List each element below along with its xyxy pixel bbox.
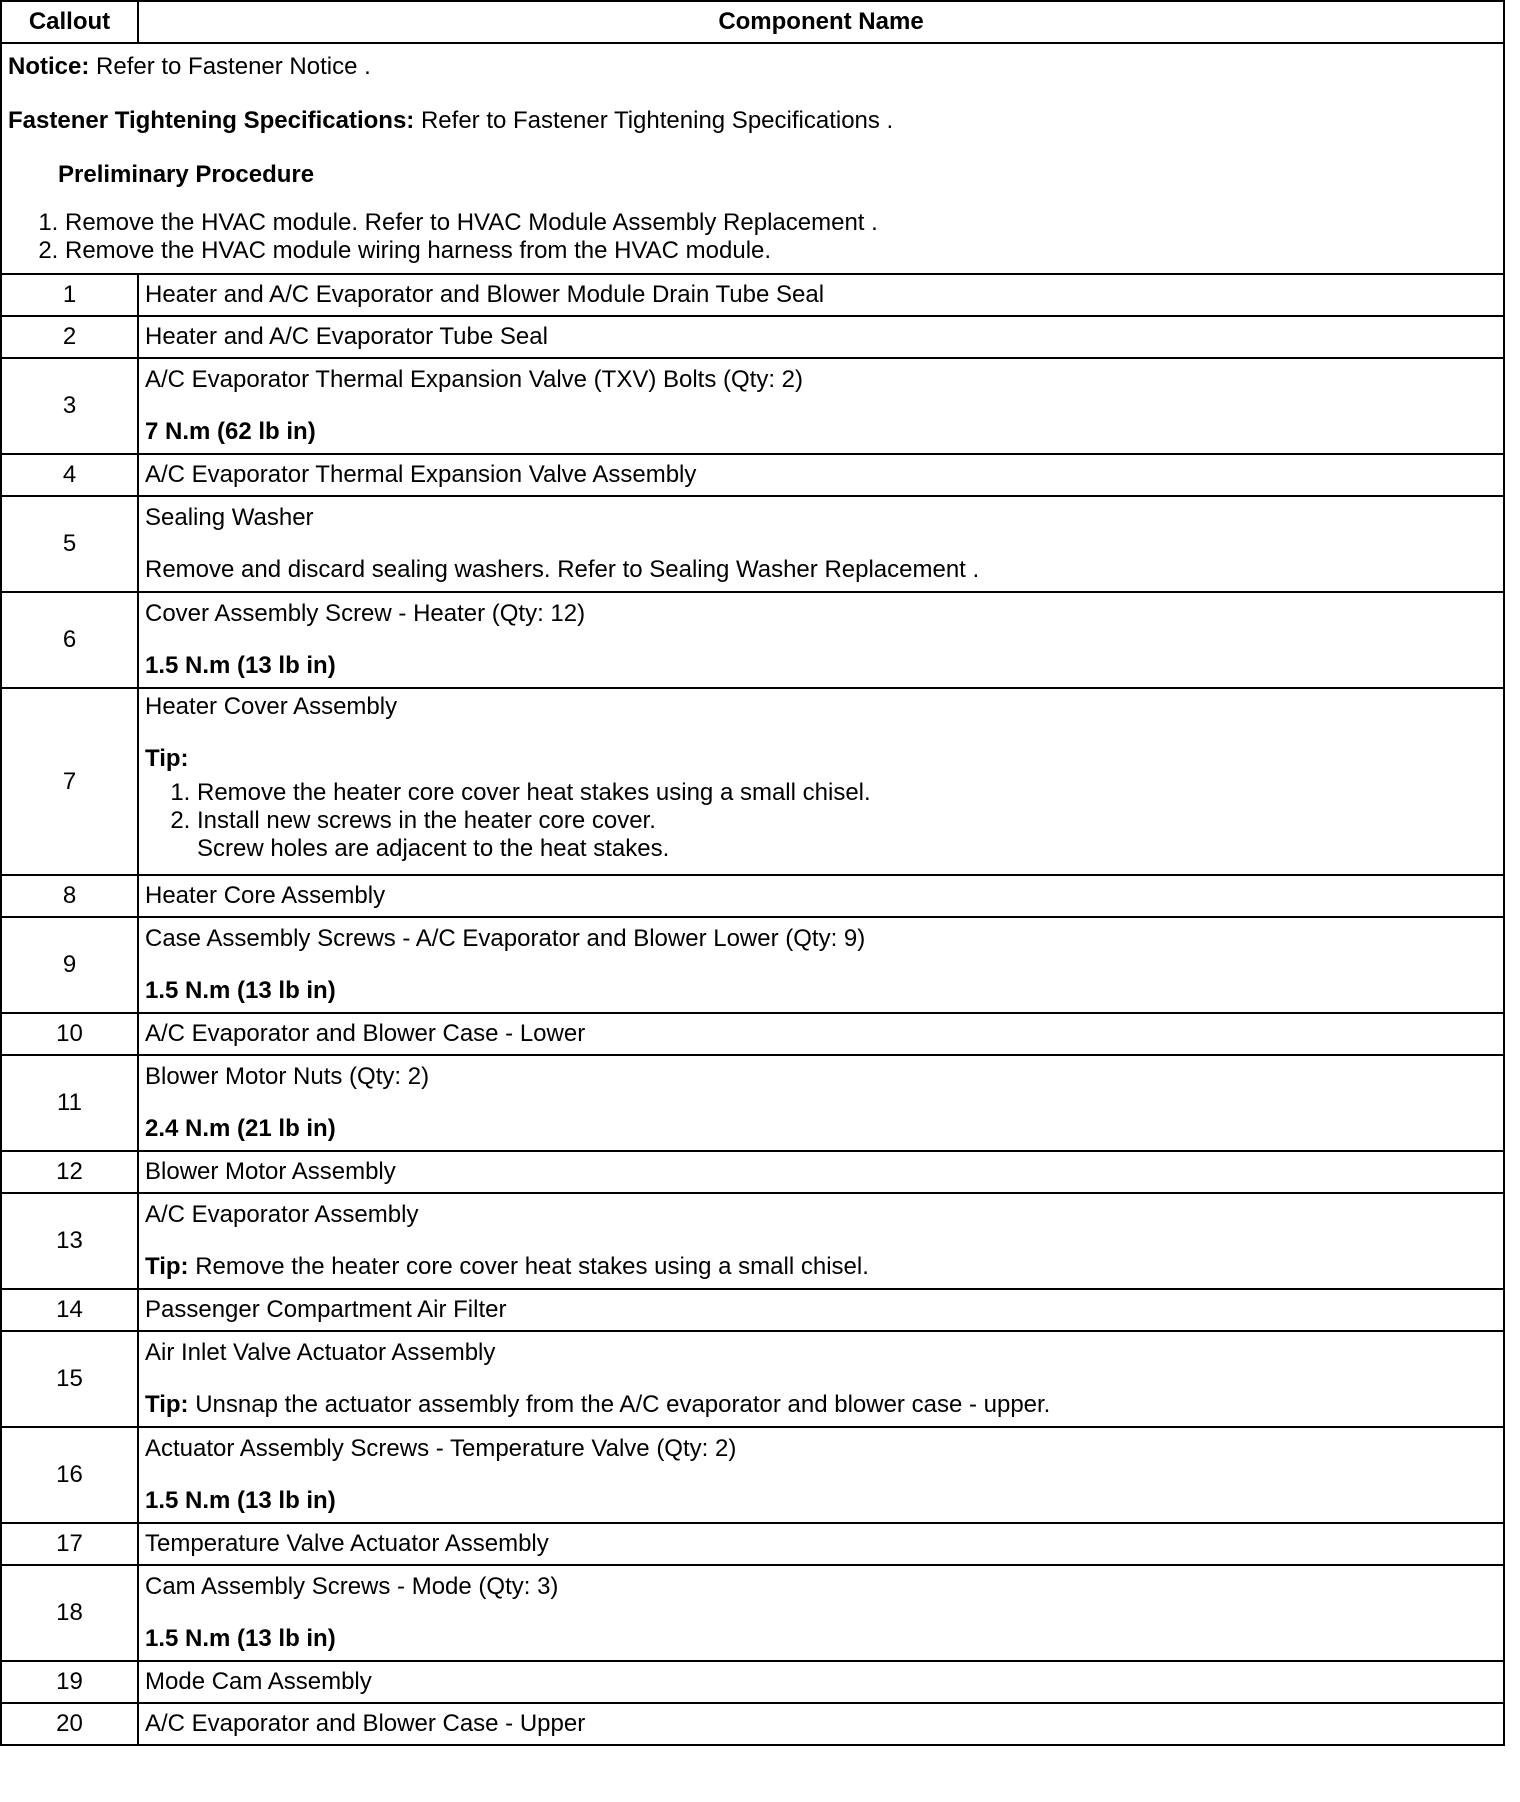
- component-name: A/C Evaporator Assembly: [145, 1201, 419, 1228]
- component-name: Sealing Washer: [145, 504, 314, 531]
- table-row: [1, 1331, 1504, 1427]
- table-row: [1, 1427, 1504, 1523]
- table-row: [1, 1151, 1504, 1193]
- callout-number: 7: [1, 688, 138, 875]
- component-cell: [138, 917, 1504, 1013]
- torque-spec: 1.5 N.m (13 lb in): [145, 1487, 336, 1514]
- callout-number: 6: [1, 592, 138, 688]
- component-cell: [138, 274, 1504, 316]
- component-cell: [138, 1193, 1504, 1289]
- component-note: Remove and discard sealing washers. Refer to Sealing Washer Replacement .: [145, 556, 980, 583]
- torque-spec: 1.5 N.m (13 lb in): [145, 652, 336, 679]
- callout-header: Callout: [1, 1, 138, 43]
- notice-text: Refer to Fastener Notice .: [89, 52, 371, 80]
- callout-number: 19: [1, 1661, 138, 1703]
- component-name: A/C Evaporator and Blower Case - Lower: [145, 1020, 586, 1047]
- component-name: Heater and A/C Evaporator and Blower Module Drain Tube Seal: [145, 281, 825, 308]
- component-name: Mode Cam Assembly: [145, 1668, 372, 1695]
- component-cell: [138, 1055, 1504, 1151]
- table-row: [1, 592, 1504, 688]
- component-rows: [1, 274, 1504, 1745]
- callout-number: 11: [1, 1055, 138, 1151]
- component-name: A/C Evaporator Thermal Expansion Valve Assembly: [145, 461, 697, 488]
- component-cell: [138, 1151, 1504, 1193]
- component-cell: [138, 1427, 1504, 1523]
- callout-number: 10: [1, 1013, 138, 1055]
- component-cell: [138, 1565, 1504, 1661]
- component-name: A/C Evaporator and Blower Case - Upper: [145, 1710, 586, 1737]
- component-cell: [138, 1661, 1504, 1703]
- preliminary-step: 2. Remove the HVAC module wiring harness from the HVAC module.: [65, 237, 1497, 265]
- tip-step: [197, 807, 1497, 863]
- tip-step: [197, 779, 1497, 807]
- component-name: Heater and A/C Evaporator Tube Seal: [145, 323, 548, 350]
- table-row: [1, 454, 1504, 496]
- callout-number: 13: [1, 1193, 138, 1289]
- callout-number: 12: [1, 1151, 138, 1193]
- table-row: [1, 496, 1504, 592]
- component-cell: [138, 358, 1504, 454]
- component-name: Actuator Assembly Screws - Temperature Valve (Qty: 2): [145, 1435, 737, 1462]
- torque-spec: 7 N.m (62 lb in): [145, 418, 316, 445]
- tip: [145, 1253, 1497, 1281]
- callout-number: 1: [1, 274, 138, 316]
- tip-step-extra: Screw holes are adjacent to the heat stakes.: [197, 835, 670, 862]
- tip-text: Unsnap the actuator assembly from the A/C evaporator and blower case - upper.: [188, 1391, 1051, 1418]
- table-row: [1, 1661, 1504, 1703]
- component-name: Case Assembly Screws - A/C Evaporator and Blower Lower (Qty: 9): [145, 925, 866, 952]
- component-cell: [138, 1289, 1504, 1331]
- torque-spec: 2.4 N.m (21 lb in): [145, 1115, 336, 1142]
- preliminary-steps: [8, 209, 1497, 265]
- table-row: [1, 316, 1504, 358]
- component-cell: [138, 316, 1504, 358]
- tip-step-text: Install new screws in the heater core cover.: [197, 807, 656, 834]
- callout-number: 15: [1, 1331, 138, 1427]
- intro-row: [1, 43, 1504, 274]
- table-row: [1, 688, 1504, 875]
- component-cell: [138, 592, 1504, 688]
- table-row: [1, 875, 1504, 917]
- callout-number: 3: [1, 358, 138, 454]
- callout-number: 2: [1, 316, 138, 358]
- tip-label: Tip:: [145, 1391, 189, 1418]
- fastener-text: Refer to Fastener Tightening Specifications .: [414, 106, 894, 134]
- fastener-spec: [8, 107, 1497, 135]
- tip: [145, 1391, 1497, 1419]
- component-cell: [138, 1523, 1504, 1565]
- table-row: [1, 1523, 1504, 1565]
- table-row: [1, 274, 1504, 316]
- tip-steps: [145, 779, 1497, 863]
- callout-number: 4: [1, 454, 138, 496]
- tip-text: Remove the heater core cover heat stakes using a small chisel.: [188, 1253, 869, 1280]
- component-cell: [138, 1331, 1504, 1427]
- tip-label: Tip:: [145, 745, 189, 772]
- component-name: Blower Motor Nuts (Qty: 2): [145, 1063, 430, 1090]
- tip-step-text: Remove the heater core cover heat stakes using a small chisel.: [197, 779, 871, 806]
- table-row: [1, 1013, 1504, 1055]
- notice-label: Notice:: [8, 52, 90, 80]
- callout-number: 14: [1, 1289, 138, 1331]
- component-name: Blower Motor Assembly: [145, 1158, 396, 1185]
- table-row: [1, 358, 1504, 454]
- fastener-label: Fastener Tightening Specifications:: [8, 106, 415, 134]
- component-name: Cam Assembly Screws - Mode (Qty: 3): [145, 1573, 559, 1600]
- preliminary-title: Preliminary Procedure: [58, 160, 315, 188]
- component-cell: [138, 454, 1504, 496]
- table-row: [1, 1193, 1504, 1289]
- component-name: Cover Assembly Screw - Heater (Qty: 12): [145, 600, 586, 627]
- tip-block: [145, 745, 1497, 863]
- table-row: [1, 1289, 1504, 1331]
- callout-number: 20: [1, 1703, 138, 1745]
- component-name: Air Inlet Valve Actuator Assembly: [145, 1339, 496, 1366]
- callout-number: 16: [1, 1427, 138, 1523]
- table-row: [1, 1703, 1504, 1745]
- component-name: Passenger Compartment Air Filter: [145, 1296, 507, 1323]
- preliminary-step: 1. Remove the HVAC module. Refer to HVAC Module Assembly Replacement .: [65, 209, 1497, 237]
- component-cell: [138, 496, 1504, 592]
- callout-number: 5: [1, 496, 138, 592]
- torque-spec: 1.5 N.m (13 lb in): [145, 977, 336, 1004]
- component-name: Heater Core Assembly: [145, 882, 386, 909]
- table-row: [1, 917, 1504, 1013]
- callout-number: 18: [1, 1565, 138, 1661]
- component-name: Temperature Valve Actuator Assembly: [145, 1530, 549, 1557]
- callout-number: 9: [1, 917, 138, 1013]
- table-row: [1, 1565, 1504, 1661]
- notice: [8, 53, 1497, 81]
- component-cell: [138, 1013, 1504, 1055]
- table-row: [1, 1055, 1504, 1151]
- component-name: A/C Evaporator Thermal Expansion Valve (TXV) Bolts (Qty: 2): [145, 366, 804, 393]
- callout-number: 17: [1, 1523, 138, 1565]
- component-cell: [138, 1703, 1504, 1745]
- component-name: Heater Cover Assembly: [145, 693, 398, 720]
- torque-spec: 1.5 N.m (13 lb in): [145, 1625, 336, 1652]
- component-cell: [138, 688, 1504, 875]
- callout-number: 8: [1, 875, 138, 917]
- tip-label: Tip:: [145, 1253, 189, 1280]
- table-header-row: [1, 1, 1504, 43]
- component-name-header: Component Name: [138, 1, 1504, 43]
- intro-cell: [1, 43, 1504, 274]
- component-cell: [138, 875, 1504, 917]
